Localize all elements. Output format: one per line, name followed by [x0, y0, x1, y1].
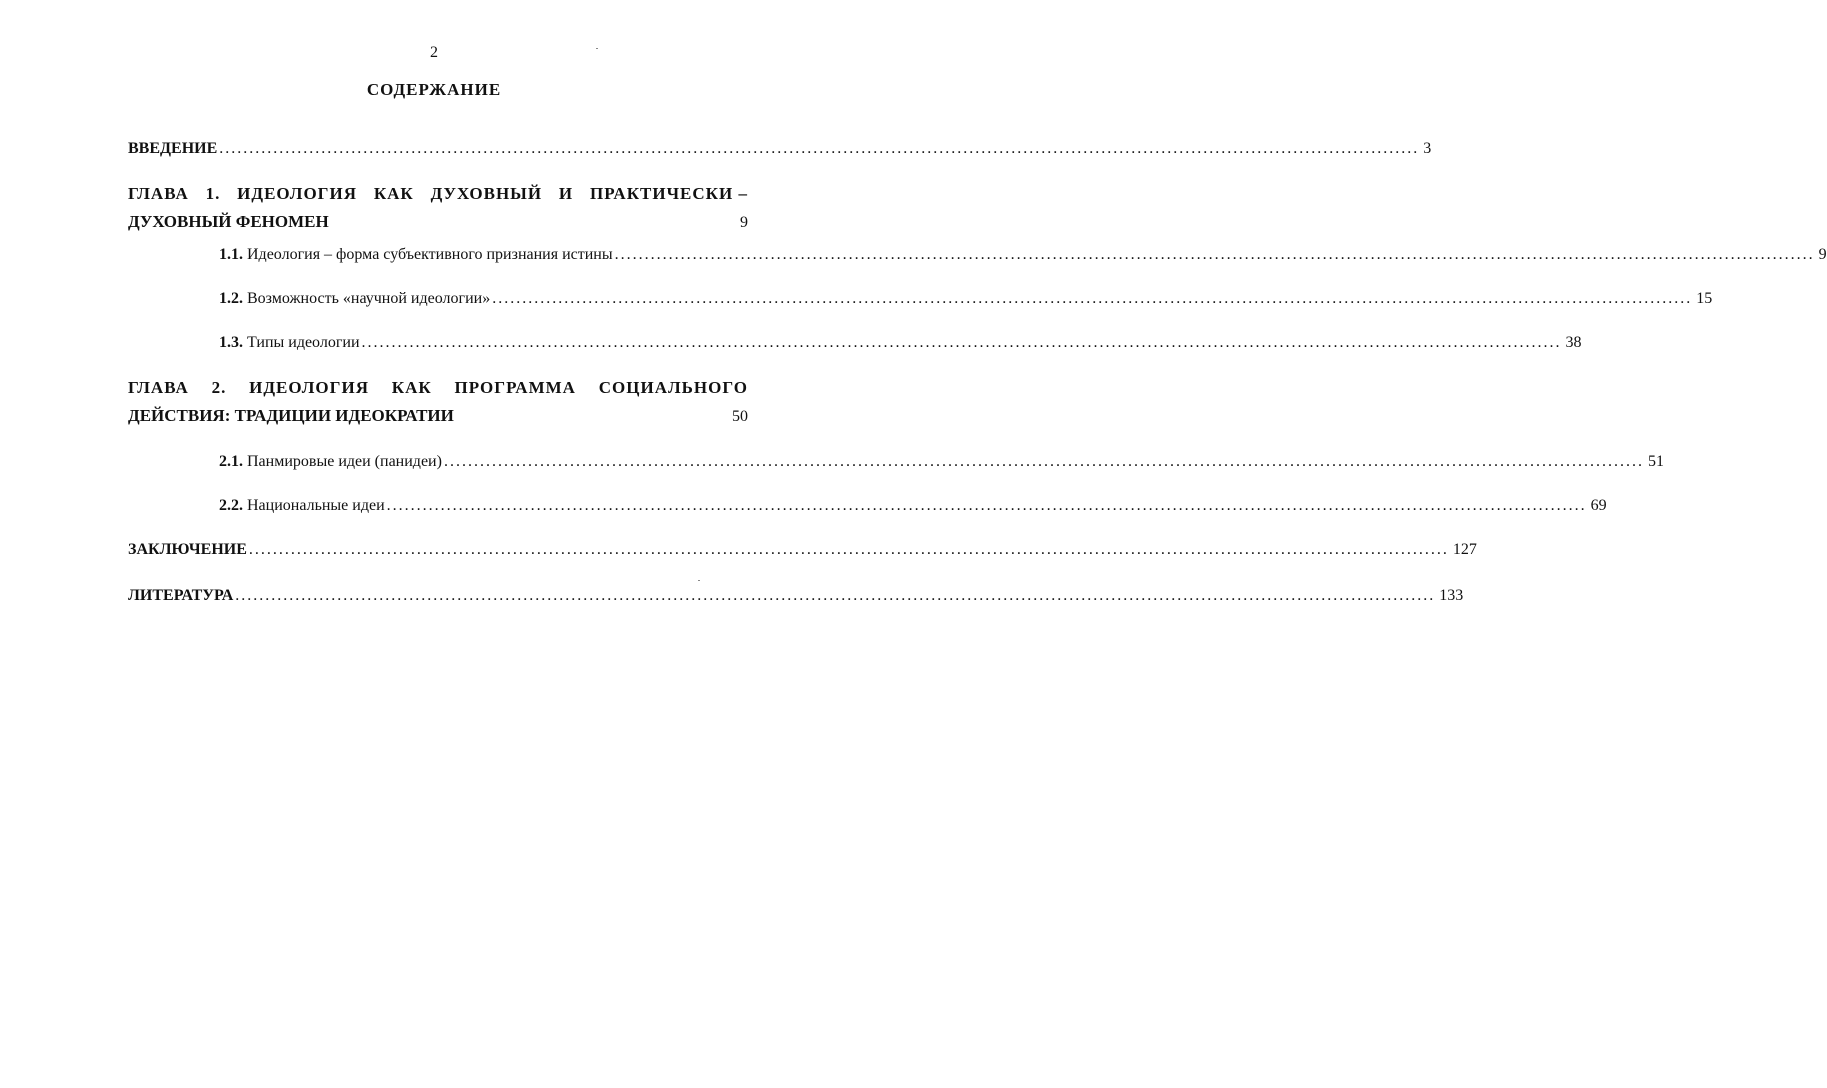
entry-label [219, 246, 613, 264]
toc-entry-2-2[interactable] [219, 497, 1607, 521]
leader-dots: ........................................................................................................................................................................................................ [614, 246, 1815, 263]
toc-chapter-2[interactable] [128, 378, 748, 426]
section-number: 1.1. [219, 246, 243, 263]
entry-page: 51 [1647, 453, 1664, 470]
page-number: 2 [430, 44, 438, 61]
scan-speck [698, 580, 700, 581]
leader-dots: ........................................................................................................................................................................................................ [386, 497, 1587, 514]
chapter-page: 50 [732, 408, 748, 425]
section-title: Возможность «научной идеологии» [247, 290, 491, 307]
toc-entry-1-1[interactable] [219, 246, 1827, 270]
leader-dots: ........................................................................................................................................................................................................ [235, 587, 1436, 604]
entry-label: ЛИТЕРАТУРА [128, 587, 234, 604]
toc-entry-introduction[interactable] [128, 140, 1432, 164]
heading-word: 1. [205, 184, 221, 203]
chapter-heading-line2 [128, 406, 748, 426]
section-number: 1.2. [219, 290, 243, 307]
leader-dots: ........................................................................................................................................................................................................ [248, 541, 1449, 558]
chapter-heading-line2 [128, 212, 748, 232]
section-number: 1.3. [219, 334, 243, 351]
entry-label [219, 497, 385, 515]
toc-entry-1-3[interactable] [219, 334, 1582, 358]
entry-page: 69 [1590, 497, 1607, 514]
heading-word: ДУХОВНЫЙ [430, 184, 543, 203]
section-number: 2.1. [219, 453, 243, 470]
toc-chapter-1[interactable] [128, 184, 748, 232]
heading-word: ИДЕОЛОГИЯ [249, 378, 369, 397]
entry-label [219, 453, 442, 471]
heading-word: СОЦИАЛЬНОГО [598, 378, 748, 397]
chapter-page: 9 [740, 214, 748, 231]
toc-entry-literature[interactable] [128, 587, 1464, 611]
heading-word: И [558, 184, 574, 203]
section-title: Национальные идеи [247, 497, 385, 514]
heading-word: ГЛАВА [128, 184, 189, 203]
leader-dots: ........................................................................................................................................................................................................ [492, 290, 1693, 307]
section-title: Типы идеологии [247, 334, 360, 351]
scan-speck [596, 48, 598, 49]
heading-word: КАК [391, 378, 432, 397]
toc-title: СОДЕРЖАНИЕ [366, 80, 502, 99]
entry-page: 9 [1818, 246, 1827, 263]
entry-label [219, 290, 490, 308]
heading-word: КАК [373, 184, 414, 203]
entry-page: 3 [1423, 140, 1432, 157]
leader-dots: ........................................................................................................................................................................................................ [219, 140, 1420, 157]
entry-label [219, 334, 360, 352]
entry-label: ВВЕДЕНИЕ [128, 140, 218, 157]
entry-label: ЗАКЛЮЧЕНИЕ [128, 541, 247, 558]
section-title: Панмировые идеи (панидеи) [247, 453, 442, 470]
leader-dots: ........................................................................................................................................................................................................ [443, 453, 1644, 470]
toc-entry-1-2[interactable] [219, 290, 1713, 314]
entry-page: 38 [1565, 334, 1582, 351]
chapter-heading-line1 [128, 378, 748, 398]
entry-page: 127 [1452, 541, 1477, 558]
chapter-heading-text: ДУХОВНЫЙ ФЕНОМЕН [128, 212, 329, 231]
heading-word: ПРОГРАММА [454, 378, 576, 397]
entry-page: 133 [1439, 587, 1464, 604]
section-number: 2.2. [219, 497, 243, 514]
section-title: Идеология – форма субъективного признания истины [247, 246, 613, 263]
toc-entry-conclusion[interactable] [128, 541, 1477, 565]
heading-word: ПРАКТИЧЕСКИ – [589, 184, 748, 203]
toc-entry-2-1[interactable] [219, 453, 1664, 477]
heading-word: 2. [211, 378, 227, 397]
chapter-heading-text: ДЕЙСТВИЯ: ТРАДИЦИИ ИДЕОКРАТИИ [128, 406, 454, 425]
heading-word: ИДЕОЛОГИЯ [237, 184, 357, 203]
heading-word: ГЛАВА [128, 378, 189, 397]
chapter-heading-line1 [128, 184, 748, 204]
entry-page: 15 [1696, 290, 1713, 307]
leader-dots: ........................................................................................................................................................................................................ [361, 334, 1562, 351]
